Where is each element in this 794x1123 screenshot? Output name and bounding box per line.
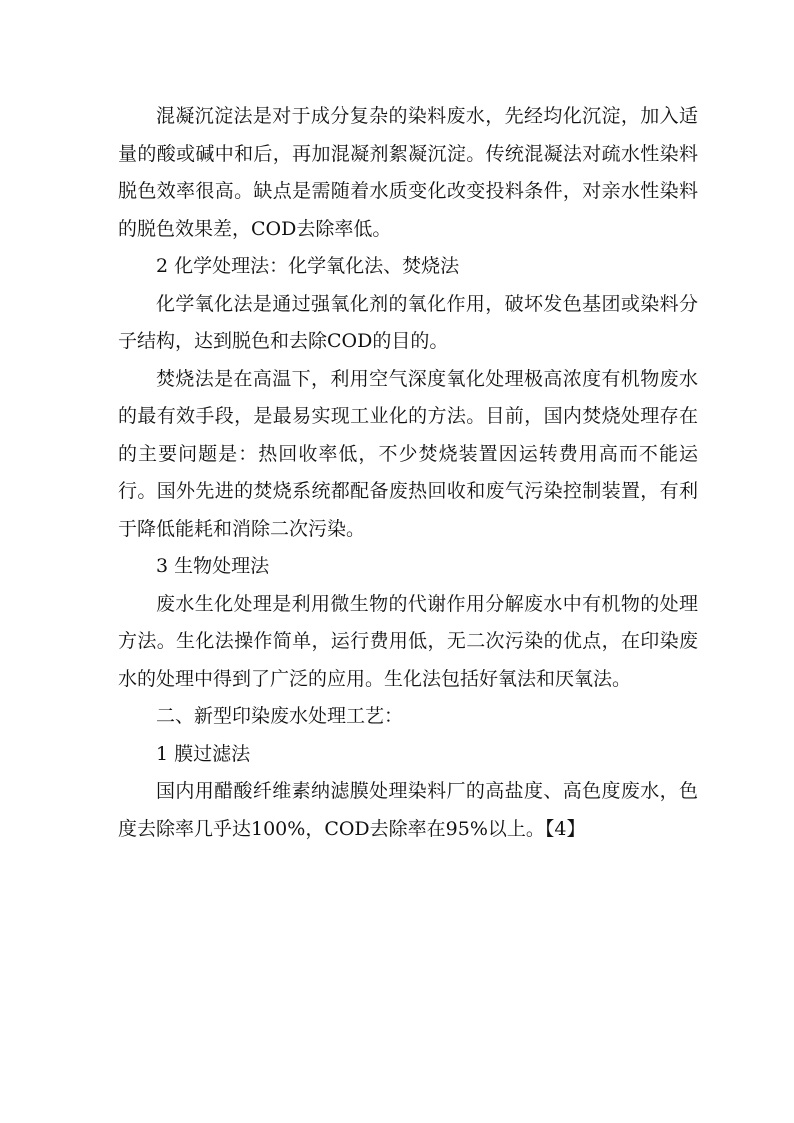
heading-biological-treatment: 3 生物处理法 (156, 555, 270, 577)
paragraph-membrane: 国内用醋酸纤维素纳滤膜处理染料厂的高盐度、高色度废水，色度去除率几乎达100%，COD去除率在95%以上。【4】 (118, 780, 698, 840)
paragraph-chemical-oxidation: 化学氧化法是通过强氧化剂的氧化作用，破坏发色基团或染料分子结构，达到脱色和去除COD的目的。 (118, 292, 698, 352)
heading-new-processes: 二、新型印染废水处理工艺： (156, 705, 404, 727)
paragraph-incineration: 焚烧法是在高温下，利用空气深度氧化处理极高浓度有机物废水的最有效手段，是最易实现工业化的方法。目前，国内焚烧处理存在的主要问题是：热回收率低，不少焚烧装置因运转费用高而不能运行。国外先进的焚烧系统都配备废热回收和废气污染控制装置，有利于降低能耗和消除二次污染。 (118, 367, 698, 540)
document-body (118, 98, 698, 848)
paragraph-biological: 废水生化处理是利用微生物的代谢作用分解废水中有机物的处理方法。生化法操作简单，运行费用低，无二次污染的优点，在印染废水的处理中得到了广泛的应用。生化法包括好氧法和厌氧法。 (118, 592, 698, 690)
heading-chemical-treatment: 2 化学处理法：化学氧化法、焚烧法 (156, 255, 460, 277)
heading-membrane-filtration: 1 膜过滤法 (156, 742, 251, 765)
paragraph-coagulation: 混凝沉淀法是对于成分复杂的染料废水，先经均化沉淀，加入适量的酸或碱中和后，再加混凝剂絮凝沉淀。传统混凝法对疏水性染料脱色效率很高。缺点是需随着水质变化改变投料条件，对亲水性染料的脱色效果差，COD去除率低。 (118, 105, 698, 240)
